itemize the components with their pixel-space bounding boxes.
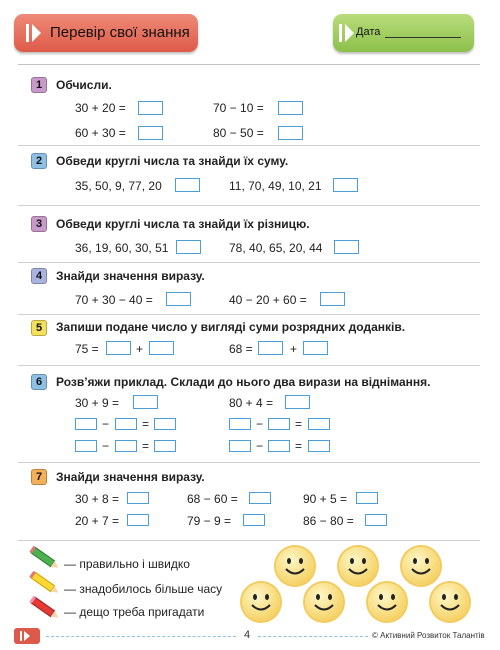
divider bbox=[18, 365, 480, 366]
minus-sign: − bbox=[102, 417, 110, 431]
banner-arrow-icon bbox=[24, 631, 30, 641]
small-answer-box[interactable] bbox=[308, 418, 330, 430]
task-1-expr: 70 − 10 = bbox=[213, 101, 264, 115]
smiley-icon[interactable] bbox=[305, 583, 343, 621]
legend-item-slow: — знадобилось більше часу bbox=[64, 582, 223, 596]
task-number-6: 6 bbox=[31, 374, 47, 390]
smiley-icon[interactable] bbox=[339, 547, 377, 585]
page-title: Перевір свої знання bbox=[50, 24, 190, 41]
answer-box[interactable] bbox=[106, 341, 131, 355]
small-answer-box[interactable] bbox=[249, 492, 271, 504]
banner-bar-icon bbox=[20, 631, 22, 641]
task-7-expr: 86 − 80 = bbox=[303, 514, 354, 528]
answer-box[interactable] bbox=[138, 126, 163, 140]
small-answer-box[interactable] bbox=[229, 418, 251, 430]
answer-box[interactable] bbox=[176, 240, 201, 254]
task-6-expr: 80 + 4 = bbox=[229, 396, 274, 410]
equals-sign: = bbox=[142, 417, 150, 431]
small-answer-box[interactable] bbox=[127, 514, 149, 526]
minus-sign: − bbox=[256, 417, 264, 431]
answer-box[interactable] bbox=[278, 101, 303, 115]
banner-bar-icon bbox=[339, 24, 342, 42]
task-2-numbers: 35, 50, 9, 77, 20 bbox=[75, 179, 162, 193]
publisher-logo: © Активний Розвиток Талантів bbox=[372, 631, 485, 640]
legend-item-review: — дещо треба пригадати bbox=[64, 605, 205, 619]
divider bbox=[18, 262, 480, 263]
small-answer-box[interactable] bbox=[308, 440, 330, 452]
task-number-2: 2 bbox=[31, 153, 47, 169]
task-number-5: 5 bbox=[31, 320, 47, 336]
red-pencil-icon bbox=[28, 596, 62, 622]
small-answer-box[interactable] bbox=[365, 514, 387, 526]
answer-box[interactable] bbox=[334, 240, 359, 254]
task-7-expr: 79 − 9 = bbox=[187, 514, 232, 528]
task-4-expr: 40 − 20 + 60 = bbox=[229, 293, 307, 307]
task-4-title: Знайди значення виразу. bbox=[56, 269, 205, 283]
small-answer-box[interactable] bbox=[356, 492, 378, 504]
divider bbox=[18, 64, 480, 65]
small-answer-box[interactable] bbox=[154, 440, 176, 452]
section-title-banner bbox=[14, 14, 198, 52]
banner-arrow-icon bbox=[345, 24, 354, 42]
plus-sign: + bbox=[136, 342, 144, 356]
task-7-expr: 90 + 5 = bbox=[303, 492, 348, 506]
small-answer-box[interactable] bbox=[243, 514, 265, 526]
divider bbox=[18, 205, 480, 206]
small-answer-box[interactable] bbox=[127, 492, 149, 504]
minus-sign: − bbox=[256, 439, 264, 453]
answer-box[interactable] bbox=[320, 292, 345, 306]
equals-sign: = bbox=[142, 439, 150, 453]
answer-box[interactable] bbox=[166, 292, 191, 306]
task-1-title: Обчисли. bbox=[56, 78, 112, 92]
answer-box[interactable] bbox=[278, 126, 303, 140]
task-3-title: Обведи круглі числа та знайди їх різницю. bbox=[56, 217, 310, 231]
smiley-icon[interactable] bbox=[242, 583, 280, 621]
task-number-3: 3 bbox=[31, 216, 47, 232]
task-number-7: 7 bbox=[31, 469, 47, 485]
small-answer-box[interactable] bbox=[115, 440, 137, 452]
green-pencil-icon bbox=[28, 546, 62, 572]
equals-sign: = bbox=[295, 417, 303, 431]
minus-sign: − bbox=[102, 439, 110, 453]
task-3-numbers: 36, 19, 60, 30, 51 bbox=[75, 241, 169, 255]
task-7-expr: 20 + 7 = bbox=[75, 514, 120, 528]
task-4-expr: 70 + 30 − 40 = bbox=[75, 293, 153, 307]
page-number: 4 bbox=[244, 629, 251, 641]
answer-box[interactable] bbox=[175, 178, 200, 192]
equals-sign: = bbox=[295, 439, 303, 453]
small-answer-box[interactable] bbox=[268, 418, 290, 430]
task-3-numbers: 78, 40, 65, 20, 44 bbox=[229, 241, 323, 255]
task-5-number: 68 = bbox=[229, 342, 253, 356]
footer-divider bbox=[46, 636, 236, 637]
small-answer-box[interactable] bbox=[75, 418, 97, 430]
small-answer-box[interactable] bbox=[268, 440, 290, 452]
date-banner bbox=[333, 14, 474, 52]
task-6-expr: 30 + 9 = bbox=[75, 396, 120, 410]
small-answer-box[interactable] bbox=[115, 418, 137, 430]
small-answer-box[interactable] bbox=[75, 440, 97, 452]
answer-box[interactable] bbox=[133, 395, 158, 409]
smiley-icon[interactable] bbox=[431, 583, 469, 621]
divider bbox=[18, 314, 480, 315]
footer-marker bbox=[14, 628, 40, 644]
task-5-title: Запиши подане число у вигляді суми розрядних доданків. bbox=[56, 320, 406, 334]
banner-arrow-icon bbox=[32, 24, 41, 42]
task-5-number: 75 = bbox=[75, 342, 99, 356]
divider bbox=[18, 540, 480, 541]
task-1-expr: 60 + 30 = bbox=[75, 126, 126, 140]
answer-box[interactable] bbox=[258, 341, 283, 355]
date-field[interactable] bbox=[385, 37, 461, 38]
task-6-title: Розв’яжи приклад. Склади до нього два вирази на віднімання. bbox=[56, 375, 431, 389]
answer-box[interactable] bbox=[333, 178, 358, 192]
legend-item-fast: — правильно і швидко bbox=[64, 557, 190, 571]
footer-divider bbox=[258, 636, 368, 637]
date-label: Дата bbox=[356, 26, 381, 38]
divider bbox=[18, 462, 480, 463]
small-answer-box[interactable] bbox=[229, 440, 251, 452]
answer-box[interactable] bbox=[303, 341, 328, 355]
plus-sign: + bbox=[290, 342, 298, 356]
smiley-icon[interactable] bbox=[368, 583, 406, 621]
task-number-1: 1 bbox=[31, 77, 47, 93]
yellow-pencil-icon bbox=[28, 571, 62, 597]
banner-bar-icon bbox=[26, 24, 29, 42]
answer-box[interactable] bbox=[138, 101, 163, 115]
task-1-expr: 80 − 50 = bbox=[213, 126, 264, 140]
task-2-numbers: 11, 70, 49, 10, 21 bbox=[229, 179, 322, 193]
divider bbox=[18, 145, 480, 146]
answer-box[interactable] bbox=[149, 341, 174, 355]
task-number-4: 4 bbox=[31, 268, 47, 284]
task-7-expr: 68 − 60 = bbox=[187, 492, 238, 506]
task-7-title: Знайди значення виразу. bbox=[56, 470, 205, 484]
answer-box[interactable] bbox=[285, 395, 310, 409]
task-7-expr: 30 + 8 = bbox=[75, 492, 120, 506]
smiley-icon[interactable] bbox=[402, 547, 440, 585]
task-1-expr: 30 + 20 = bbox=[75, 101, 126, 115]
smiley-icon[interactable] bbox=[276, 547, 314, 585]
task-2-title: Обведи круглі числа та знайди їх суму. bbox=[56, 154, 289, 168]
small-answer-box[interactable] bbox=[154, 418, 176, 430]
